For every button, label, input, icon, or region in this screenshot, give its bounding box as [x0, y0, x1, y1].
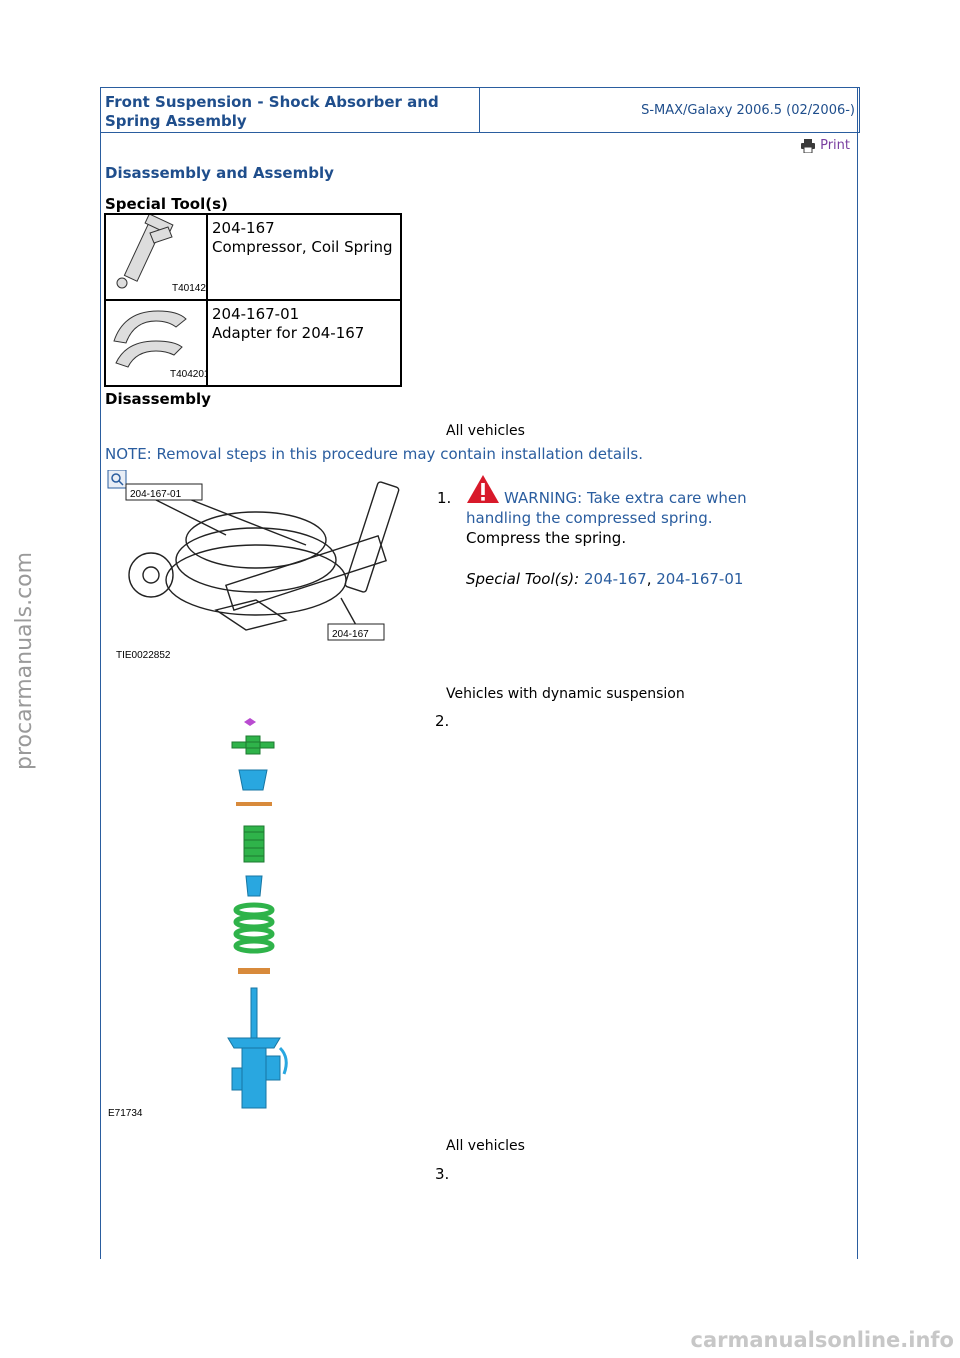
- applicability-label: All vehicles: [446, 1138, 525, 1154]
- table-row: [105, 214, 401, 300]
- model-label: S-MAX/Galaxy 2006.5 (02/2006-): [641, 102, 855, 118]
- spring-adapter-image: [106, 301, 206, 381]
- special-tools-table: [104, 213, 402, 387]
- tool-name: Adapter for 204-167: [212, 324, 365, 342]
- tool-image-code: T404201: [170, 369, 206, 380]
- printer-icon: [800, 139, 816, 153]
- bottom-watermark: carmanualsonline.info: [690, 1328, 954, 1352]
- document-header: [100, 87, 860, 133]
- figure-callout: 204-167: [332, 629, 369, 640]
- figure-code: TIE0022852: [116, 650, 171, 661]
- print-button[interactable]: [800, 138, 850, 153]
- tool-number: 204-167: [212, 219, 275, 237]
- special-tools-heading: Special Tool(s): [105, 195, 228, 213]
- step-instruction: Compress the spring.: [466, 529, 627, 547]
- print-label: Print: [820, 138, 850, 153]
- step-1-figure[interactable]: [106, 470, 402, 662]
- warning-text: WARNING: Take extra care when handling the compressed spring.: [466, 489, 747, 527]
- applicability-label: All vehicles: [446, 423, 525, 439]
- tool-image-cell: [105, 214, 207, 300]
- tool-description: [207, 214, 401, 300]
- section-title: Disassembly and Assembly: [105, 164, 334, 182]
- applicability-label: Vehicles with dynamic suspension: [446, 686, 685, 702]
- zoom-icon[interactable]: [108, 470, 126, 488]
- figure-code: E71734: [108, 1108, 143, 1119]
- tool-link-204-167[interactable]: 204-167: [584, 570, 647, 588]
- page-title: Front Suspension - Shock Absorber and Spring Assembly: [101, 88, 480, 132]
- note-text: NOTE: Removal steps in this procedure may contain installation details.: [105, 445, 643, 463]
- tool-image-code: T40142: [172, 283, 206, 294]
- disassembly-heading: Disassembly: [105, 390, 211, 408]
- figure-callout: 204-167-01: [130, 489, 182, 500]
- step-2-exploded-view[interactable]: [106, 708, 406, 1122]
- side-watermark: procarmanuals.com: [12, 551, 37, 770]
- tool-link-204-167-01[interactable]: 204-167-01: [656, 570, 744, 588]
- coil-compressor-image: [106, 215, 206, 295]
- tool-image-cell: [105, 300, 207, 386]
- step-number: 1.: [437, 489, 452, 507]
- tool-number: 204-167-01: [212, 305, 300, 323]
- special-tools-line: Special Tool(s): 204-167, 204-167-01: [466, 570, 744, 588]
- tool-description: [207, 300, 401, 386]
- special-tools-label: Special Tool(s):: [466, 570, 580, 588]
- table-row: [105, 300, 401, 386]
- tool-name: Compressor, Coil Spring: [212, 238, 393, 256]
- step-number: 3.: [435, 1165, 450, 1183]
- step-1-text: [466, 488, 796, 589]
- step-number: 2.: [435, 712, 450, 730]
